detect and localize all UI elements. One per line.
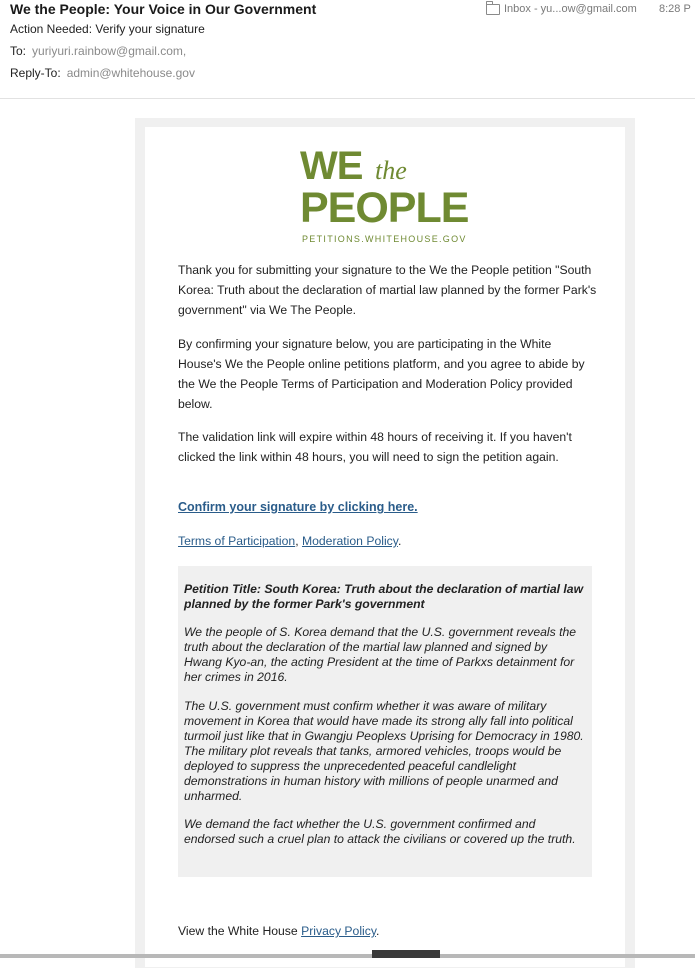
intro-paragraph: Thank you for submitting your signature to the We the People petition "South Korea: Truth about the declaration of martial law planned by the former Park's government" via We The People. — [178, 263, 597, 317]
moderation-policy-link[interactable]: Moderation Policy — [301, 534, 398, 548]
reply-to-label: Reply-To: — [10, 66, 61, 80]
petition-title: Petition Title: South Korea: Truth about the declaration of martial law planned by the former Park's government — [184, 582, 584, 611]
privacy-line — [178, 924, 379, 938]
confirm-signature-link[interactable]: Confirm your signature by clicking here. — [178, 500, 418, 514]
to-label: To: — [10, 44, 27, 58]
terms-end: . — [397, 534, 402, 548]
policy-links — [178, 534, 401, 548]
to-value[interactable]: yuriyuri.rainbow@gmail.com, — [32, 44, 187, 58]
we-the-people-logo — [300, 146, 470, 246]
reply-to-line — [10, 66, 195, 80]
window-bottom-edge — [0, 954, 695, 958]
logo-we: WE — [300, 144, 363, 188]
logo-people: PEOPLE — [300, 184, 469, 232]
petition-paragraph-2: The U.S. government must confirm whether it was aware of military movement in Korea that would have made its strong ally fall into political turmoil just like that in Gwangju Peoplexs Uprising for Democracy in 1980. The military plot reveals that tanks, armored vehicles, troops would be deployed to suppress the unprecedented peaceful candlelight demonstrations in human history with millions of people unarmed and unharmed. — [184, 699, 584, 803]
email-header — [0, 0, 695, 99]
confirmation-paragraph: By confirming your signature below, you are participating in the White House's We the People online petitions platform, and you agree to abide by the We the People Terms of Participation and Moderation Policy provided below. — [178, 337, 585, 411]
privacy-prefix: View the White House — [178, 924, 302, 938]
email-time: 8:28 P — [659, 3, 691, 15]
mailbox-name: Inbox - yu...ow@gmail.com — [504, 3, 637, 15]
email-subject: We the People: Your Voice in Our Government — [10, 1, 317, 17]
logo-domain: PETITIONS.WHITEHOUSE.GOV — [302, 234, 467, 244]
expiration-paragraph: The validation link will expire within 48 hours of receiving it. If you haven't clicked the link within 48 hours, you will need to sign the petition again. — [178, 430, 572, 464]
privacy-policy-link[interactable]: Privacy Policy — [301, 924, 377, 938]
bottom-image-fragment — [372, 950, 440, 958]
logo-the: the — [375, 156, 407, 185]
action-line: Action Needed: Verify your signature — [10, 22, 205, 36]
reply-to-value[interactable]: admin@whitehouse.gov — [66, 66, 195, 80]
petition-paragraph-3: We demand the fact whether the U.S. government confirmed and endorsed such a cruel plan to attack the civilians or covered up the truth. — [184, 817, 576, 846]
privacy-end: . — [376, 924, 380, 938]
to-line — [10, 44, 186, 58]
folder-icon — [486, 4, 500, 15]
terms-separator: , — [295, 534, 302, 548]
petition-paragraph-1: We the people of S. Korea demand that the U.S. government reveals the truth about the declaration of the martial law planned and signed by Hwang Kyo-an, the acting President at the time of Parkxs detainment for her crimes in 2016. — [184, 625, 577, 684]
mailbox-label[interactable] — [486, 3, 637, 15]
terms-of-participation-link[interactable]: Terms of Participation — [178, 534, 296, 548]
